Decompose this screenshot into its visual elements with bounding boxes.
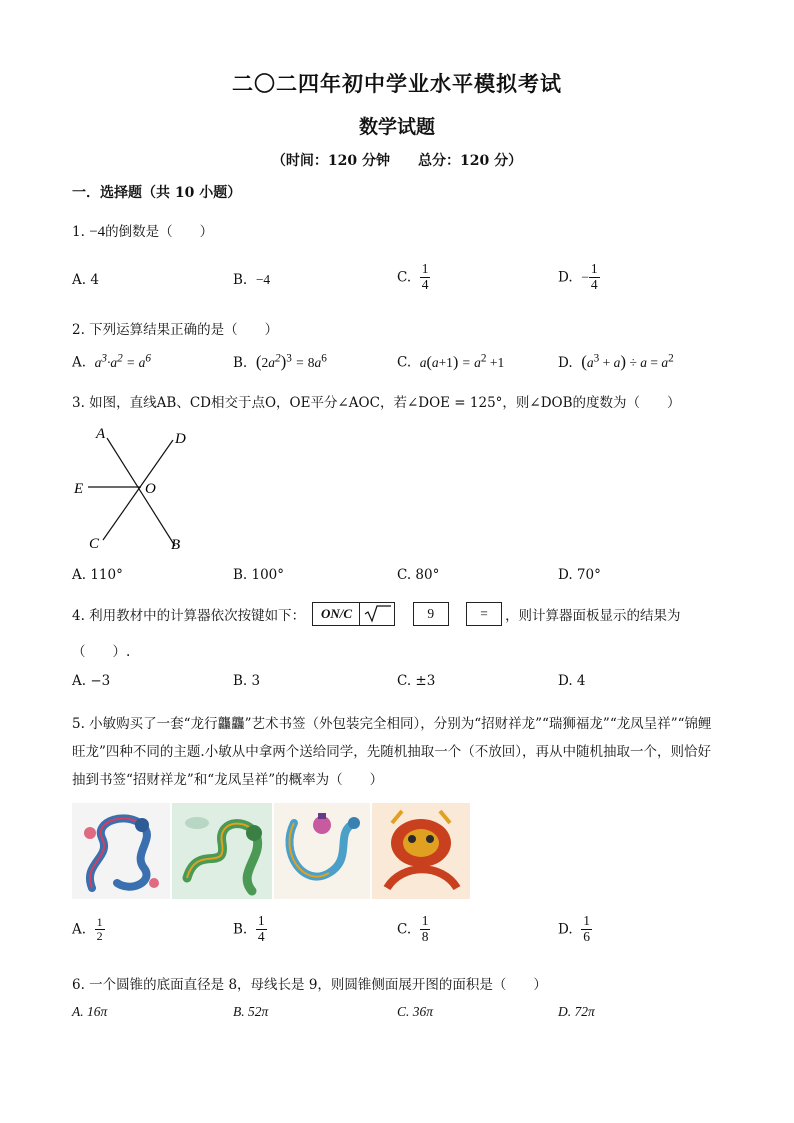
q6-option-a: A. 16π [72, 1004, 108, 1019]
q1-option-a: A. 4 [72, 272, 99, 288]
key-sqrt [359, 602, 395, 626]
dragon-image-1 [72, 803, 170, 899]
q1-option-c: C. $\frac{1}{4}$ [397, 261, 429, 292]
q6-option-c: C. 36π [397, 1004, 434, 1019]
question-1: 1. −4的倒数是（ ） [72, 224, 214, 240]
dragon-image-3 [274, 803, 370, 899]
label-d: D [175, 431, 186, 447]
line-ab [107, 438, 175, 546]
q3-geometry-figure [70, 422, 200, 557]
q5-option-c: C. $\frac{1}{8}$ [397, 913, 429, 944]
sqrt-icon [362, 603, 392, 623]
q3-option-b: B. 100° [233, 567, 285, 583]
question-3: 3. 如图，直线AB、CD相交于点O，OE平分∠AOC，若∠DOE = 125°，则∠DOB的度数为（ ） [72, 395, 681, 411]
label-e: E [74, 481, 84, 497]
q3-option-c: C. 80° [397, 567, 440, 583]
question-4: 4. 利用教材中的计算器依次按键如下： ON/C 9 = ，则计算器面板显示的结果为 [72, 602, 681, 626]
q3-option-d: D. 70° [558, 567, 601, 583]
q5-option-b: B. $\frac{1}{4}$ [233, 913, 265, 944]
label-o: O [145, 481, 156, 497]
q4-paren: （ ）. [72, 644, 131, 660]
dragon-image-2 [172, 803, 272, 899]
line-cd [103, 440, 173, 540]
q6-option-d: D. 72π [558, 1004, 595, 1019]
q5-option-a: A. $\frac{1}{2}$ [72, 915, 103, 944]
q1-option-b: B. −4 [233, 272, 271, 288]
key-9: 9 [413, 602, 449, 626]
q2-option-c: C. $a(a+1) = a^2 +1$ [397, 352, 505, 371]
q4-option-c: C. ±3 [397, 673, 436, 689]
label-a: A [96, 426, 106, 442]
section-heading: 一．选择题（共 10 小题） [72, 185, 242, 201]
q4-option-b: B. 3 [233, 673, 261, 689]
q3-option-a: A. 110° [72, 567, 123, 583]
q4-option-a: A. −3 [72, 673, 111, 689]
question-6: 6. 一个圆锥的底面直径是 8，母线长是 9，则圆锥侧面展开图的面积是（ ） [72, 977, 547, 993]
exam-title: 二〇二四年初中学业水平模拟考试 [232, 71, 562, 96]
label-c: C [89, 536, 100, 552]
key-equals: = [466, 602, 502, 626]
question-5: 5. 小敏购买了一套“龙行龘龘”艺术书签（外包装完全相同），分别为“招财祥龙”“瑞狮福龙”“龙凤呈祥”“锦鲤旺龙”四种不同的主题.小敏从中拿两个送给同学，先随机抽取一个（不放回），再从中随机抽取一个，则恰好抽到书签“招财祥龙”和“龙凤呈祥”的概率为（ ） [72, 716, 712, 788]
key-on-c: ON/C [312, 602, 360, 626]
q2-option-b: B. $(2a^2)^3 = 8a^6$ [233, 352, 327, 371]
dragon-image-4 [372, 803, 470, 899]
label-b: B [171, 537, 181, 553]
q4-option-d: D. 4 [558, 673, 586, 689]
q5-option-d: D. $\frac{1}{6}$ [558, 913, 590, 944]
exam-info: （时间：120 分钟 总分：120 分） [271, 153, 523, 169]
q2-option-d: D. $(a^3 + a) \div a = a^2$ [558, 352, 674, 371]
exam-subtitle: 数学试题 [358, 116, 435, 138]
q6-option-b: B. 52π [233, 1004, 269, 1019]
question-2: 2. 下列运算结果正确的是（ ） [72, 322, 279, 338]
q2-option-a: A. $a^3\cdot a^2 = a^6$ [72, 352, 152, 371]
q1-option-d: D. − $\frac{1}{4}$ [558, 261, 598, 292]
